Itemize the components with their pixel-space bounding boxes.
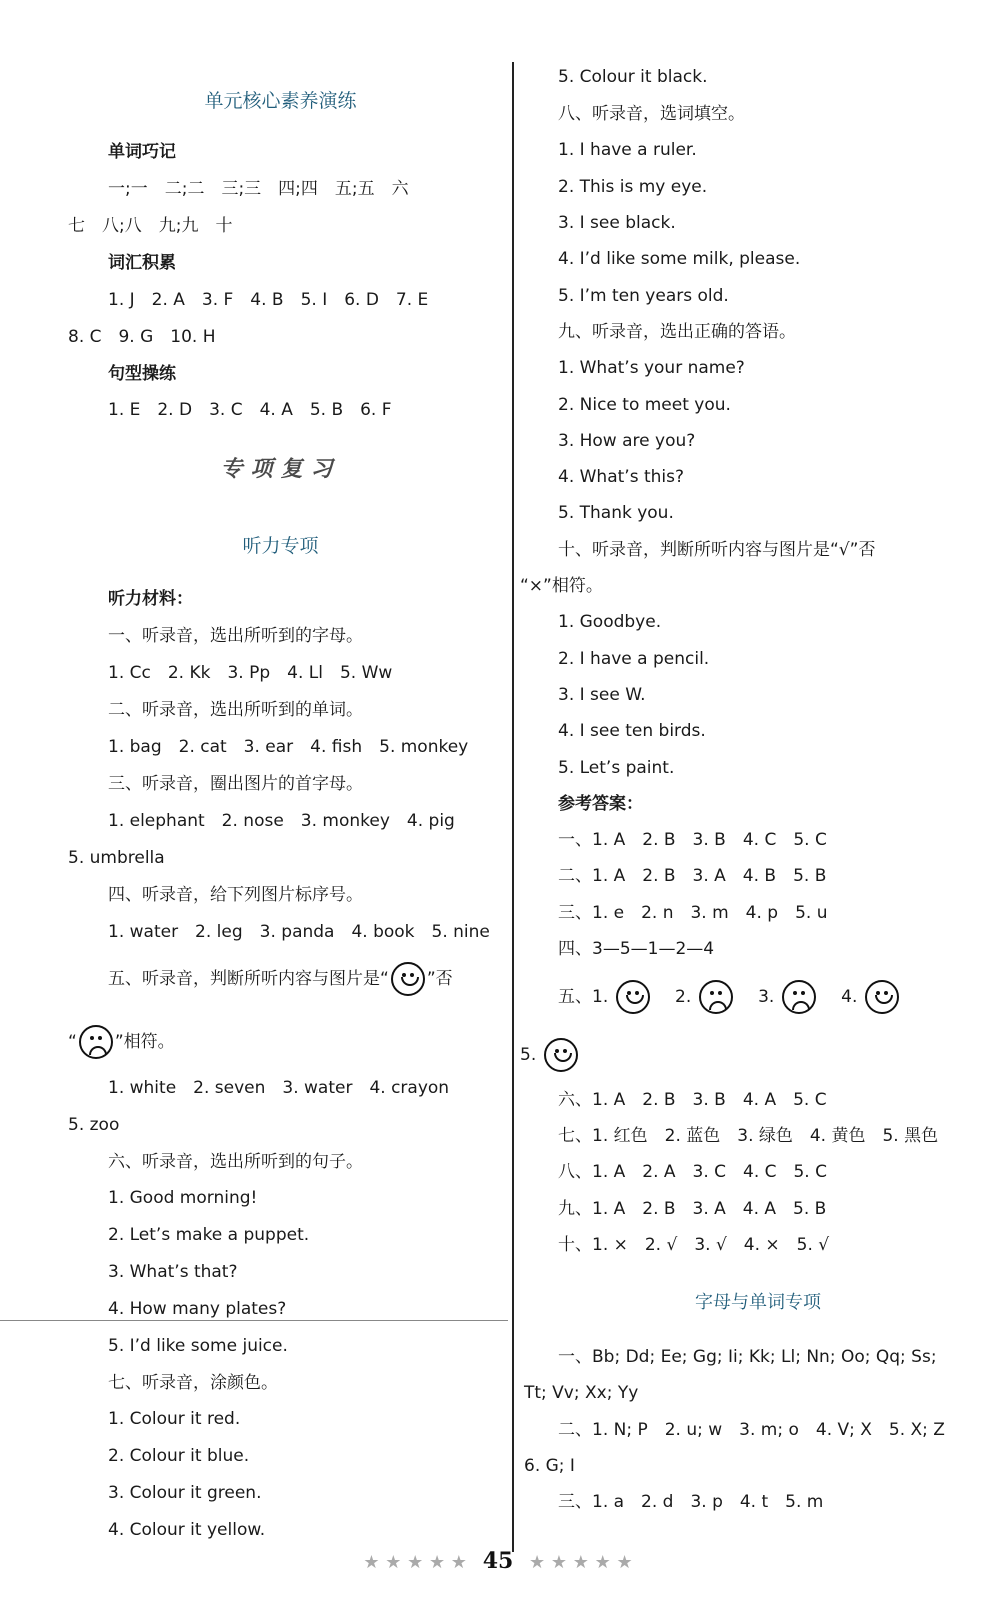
answer-line: 5. I’d like some juice.	[108, 1336, 288, 1356]
question-line: “×”相符。	[520, 576, 603, 596]
answer-line: 5. I’m ten years old.	[558, 286, 729, 306]
answer-line: 四、3—5—1—2—4	[558, 939, 715, 959]
question-text: “	[68, 1032, 77, 1052]
answer-line: 3. I see black.	[558, 213, 676, 233]
subheading-listening-material: 听力材料：	[108, 589, 193, 609]
footer-stars-icon: ★ ★ ★ ★ ★	[529, 1552, 633, 1573]
answer-line: 2. Colour it blue.	[108, 1446, 250, 1466]
answer-line: 二、1. A 2. B 3. A 4. B 5. B	[558, 866, 827, 886]
subheading-vocabulary: 词汇积累	[108, 253, 176, 273]
question-line: 二、听录音，选出所听到的单词。	[108, 700, 363, 720]
answer-line: 2. This is my eye.	[558, 177, 708, 197]
answer-line: 二、1. N; P 2. u; w 3. m; o 4. V; X 5. X; Z	[558, 1420, 945, 1440]
answer-line: 4. What’s this?	[558, 467, 684, 487]
answer-number: 2.	[675, 987, 692, 1007]
right-column	[520, 0, 958, 1560]
question-line: 三、听录音，圈出图片的首字母。	[108, 774, 363, 794]
question-line: 六、听录音，选出所听到的句子。	[108, 1152, 363, 1172]
answer-line: 1. elephant 2. nose 3. monkey 4. pig	[108, 811, 455, 831]
answer-line: 2. Let’s make a puppet.	[108, 1225, 310, 1245]
answer-number: 五、1.	[558, 987, 609, 1007]
smiley-happy-icon	[616, 980, 650, 1014]
answer-line: 1. white 2. seven 3. water 4. crayon	[108, 1078, 450, 1098]
answer-line: 5. Let’s paint.	[558, 758, 675, 778]
question-line: 四、听录音，给下列图片标序号。	[108, 885, 363, 905]
left-column	[68, 0, 493, 1560]
answer-line: 一、Bb; Dd; Ee; Gg; Ii; Kk; Ll; Nn; Oo; Qq; Ss;	[558, 1347, 937, 1367]
question-line-smiley	[68, 1025, 493, 1059]
answer-line: 3. I see W.	[558, 685, 646, 705]
answer-line: 1. What’s your name?	[558, 358, 745, 378]
answer-line: 一;一 二;二 三;三 四;四 五;五 六	[108, 179, 409, 199]
section-title-unit: 单元核心素养演练	[204, 90, 357, 112]
answer-line: 九、1. A 2. B 3. A 4. A 5. B	[558, 1199, 827, 1219]
answer-line: 1. Good morning!	[108, 1188, 258, 1208]
question-text: ”否	[426, 969, 453, 989]
answer-line: 1. J 2. A 3. F 4. B 5. I 6. D 7. E	[108, 290, 429, 310]
answer-line: 4. Colour it yellow.	[108, 1520, 266, 1540]
question-line-smiley	[68, 962, 493, 996]
question-text: ”相符。	[114, 1032, 175, 1052]
footer-stars-icon: ★ ★ ★ ★ ★	[363, 1552, 467, 1573]
answer-line: 1. I have a ruler.	[558, 140, 697, 160]
answer-line: 1. water 2. leg 3. panda 4. book 5. nine	[108, 922, 490, 942]
answer-line: 4. I’d like some milk, please.	[558, 249, 801, 269]
subheading-sentence-drill: 句型操练	[108, 364, 176, 384]
page-footer	[0, 1548, 996, 1574]
answer-line: 六、1. A 2. B 3. B 4. A 5. C	[558, 1090, 827, 1110]
answer-line: 十、1. × 2. √ 3. √ 4. × 5. √	[558, 1235, 830, 1255]
smiley-sad-icon	[79, 1025, 113, 1059]
answer-line: 5. Colour it black.	[558, 67, 708, 87]
answer-line-smileys	[520, 1038, 920, 1072]
section-title-letters-words: 字母与单词专项	[695, 1292, 821, 1313]
answer-line: 1. E 2. D 3. C 4. A 5. B 6. F	[108, 400, 392, 420]
section-title-listening: 听力专项	[242, 535, 319, 557]
special-review-heading: 专项复习	[220, 456, 341, 482]
answer-line: 8. C 9. G 10. H	[68, 327, 216, 347]
answer-line: 3. How are you?	[558, 431, 696, 451]
question-text: 五、听录音，判断所听内容与图片是“	[108, 969, 389, 989]
column-divider	[512, 62, 514, 1552]
answer-line: 2. Nice to meet you.	[558, 395, 731, 415]
answer-number: 4.	[841, 987, 858, 1007]
smiley-sad-icon	[782, 980, 816, 1014]
smiley-happy-icon	[544, 1038, 578, 1072]
answer-line: 三、1. a 2. d 3. p 4. t 5. m	[558, 1492, 824, 1512]
answer-line: 4. I see ten birds.	[558, 721, 706, 741]
question-line: 九、听录音，选出正确的答语。	[558, 322, 796, 342]
subheading-word-memory: 单词巧记	[108, 142, 176, 162]
answer-line: 4. How many plates?	[108, 1299, 287, 1319]
question-line: 十、听录音，判断所听内容与图片是“√”否	[558, 540, 876, 560]
answer-line: 3. What’s that?	[108, 1262, 238, 1282]
answer-line: 七 八;八 九;九 十	[68, 216, 233, 236]
subheading-answers: 参考答案：	[558, 794, 643, 814]
answer-line: 1. bag 2. cat 3. ear 4. fish 5. monkey	[108, 737, 469, 757]
answer-line: 1. Colour it red.	[108, 1409, 241, 1429]
answer-line: 七、1. 红色 2. 蓝色 3. 绿色 4. 黄色 5. 黑色	[558, 1126, 939, 1146]
page-number: 45	[482, 1548, 514, 1574]
smiley-sad-icon	[699, 980, 733, 1014]
answer-line: 1. Goodbye.	[558, 612, 662, 632]
question-line: 一、听录音，选出所听到的字母。	[108, 626, 363, 646]
smiley-happy-icon	[391, 962, 425, 996]
answer-line: 2. I have a pencil.	[558, 649, 710, 669]
answer-line: 6. G; I	[524, 1456, 575, 1476]
answer-line: Tt; Vv; Xx; Yy	[524, 1383, 639, 1403]
answer-line: 八、1. A 2. A 3. C 4. C 5. C	[558, 1162, 827, 1182]
answer-line: 5. zoo	[68, 1115, 120, 1135]
answer-line-smileys	[558, 980, 958, 1014]
smiley-happy-icon	[865, 980, 899, 1014]
answer-line: 三、1. e 2. n 3. m 4. p 5. u	[558, 903, 828, 923]
question-line: 八、听录音，选词填空。	[558, 104, 745, 124]
answer-line: 1. Cc 2. Kk 3. Pp 4. Ll 5. Ww	[108, 663, 393, 683]
answer-line: 3. Colour it green.	[108, 1483, 262, 1503]
answer-line: 一、1. A 2. B 3. B 4. C 5. C	[558, 830, 827, 850]
answer-number: 5.	[520, 1045, 537, 1065]
question-line: 七、听录音，涂颜色。	[108, 1373, 278, 1393]
answer-line: 5. Thank you.	[558, 503, 674, 523]
answer-line: 5. umbrella	[68, 848, 165, 868]
answer-number: 3.	[758, 987, 775, 1007]
